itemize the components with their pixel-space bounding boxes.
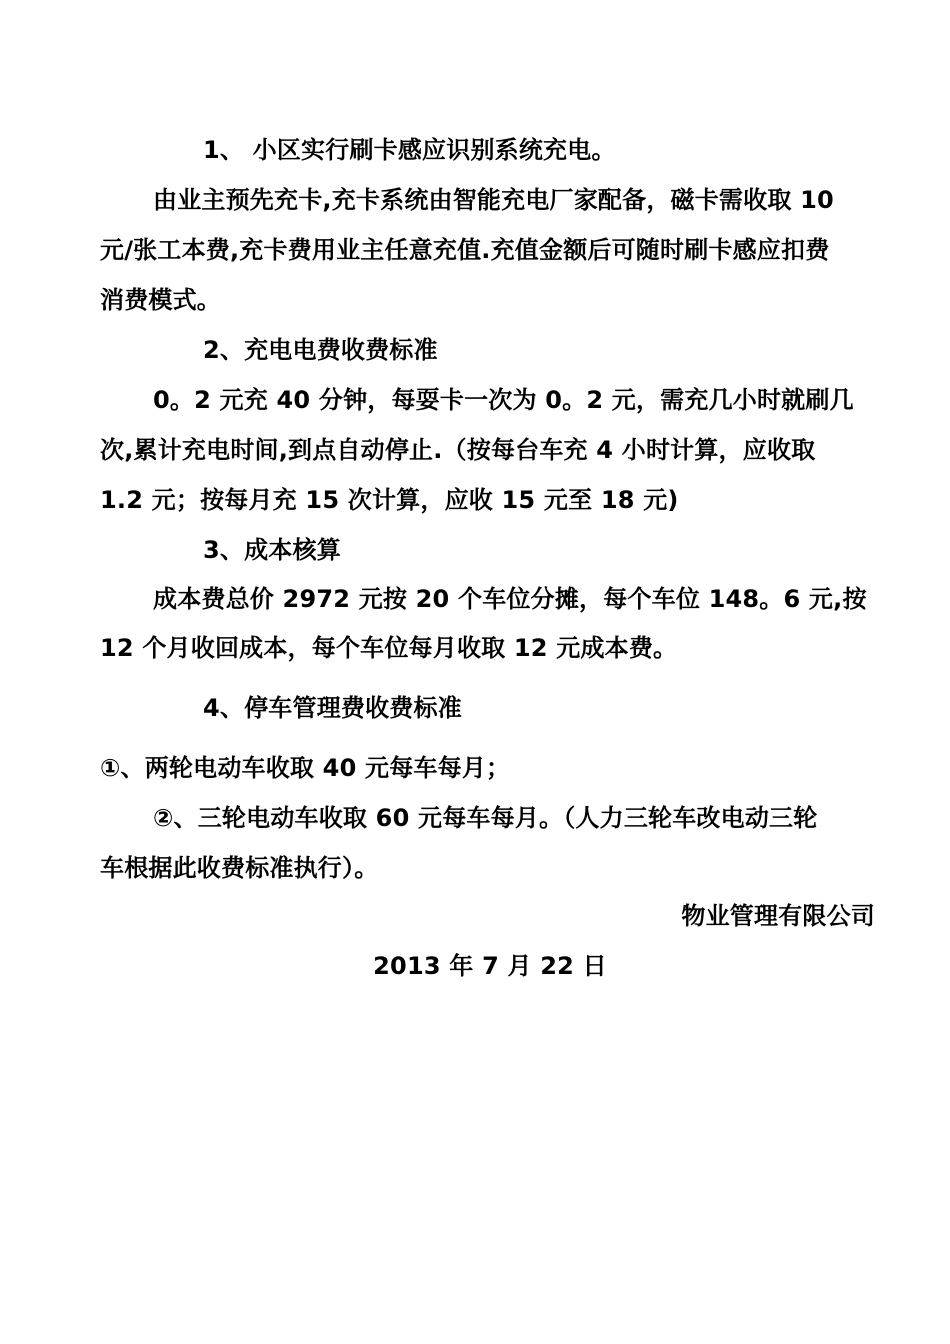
section-3-heading: 3、成本核算 (203, 536, 341, 564)
section-4-heading: 4、停车管理费收费标准 (203, 694, 462, 722)
section-3-paragraph-line-2: 12 个月收回成本，每个车位每月收取 12 元成本费。 (100, 634, 678, 662)
section-2-paragraph-line-3: 1.2 元；按每月充 15 次计算，应收 15 元至 18 元) (100, 486, 679, 514)
section-2-heading: 2、充电电费收费标准 (203, 336, 438, 364)
signature-company: 物业管理有限公司 (681, 902, 875, 930)
section-1-heading: 1、 小区实行刷卡感应识别系统充电。 (203, 136, 616, 164)
section-2-paragraph-line-2: 次,累计充电时间,到点自动停止.（按每台车充 4 小时计算，应收取 (100, 436, 816, 464)
section-1-paragraph-line-3: 消费模式。 (100, 286, 221, 314)
section-4-item-1: ①、两轮电动车收取 40 元每车每月； (100, 754, 511, 782)
section-3-paragraph-line-1: 成本费总价 2972 元按 20 个车位分摊，每个车位 148。6 元,按 (153, 585, 867, 613)
section-4-item-2-line-2: 车根据此收费标准执行）。 (100, 854, 379, 882)
section-1-paragraph-line-1: 由业主预先充卡,充卡系统由智能充电厂家配备，磁卡需收取 10 (153, 186, 834, 214)
section-1-paragraph-line-2: 元/张工本费,充卡费用业主任意充值.充值金额后可随时刷卡感应扣费 (100, 236, 830, 264)
section-4-item-2-line-1: ②、三轮电动车收取 60 元每车每月。（人力三轮车改电动三轮 (153, 804, 818, 832)
section-2-paragraph-line-1: 0。2 元充 40 分钟，每耍卡一次为 0。2 元，需充几小时就刷几 (153, 386, 854, 414)
document-date: 2013 年 7 月 22 日 (373, 952, 607, 980)
